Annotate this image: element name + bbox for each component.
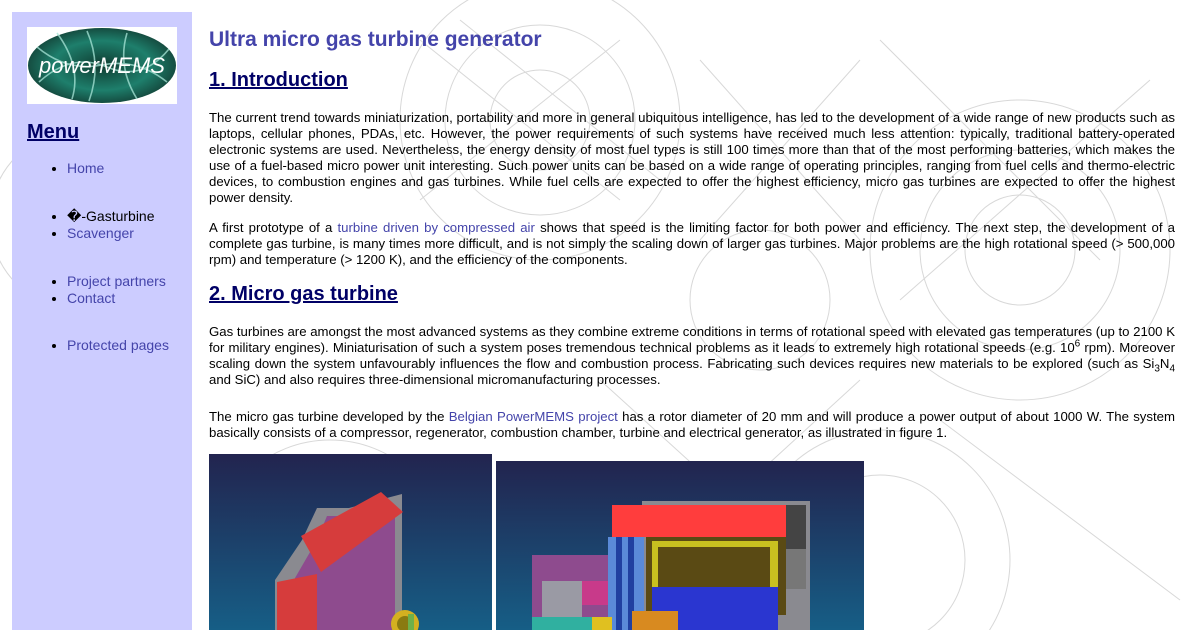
section-heading-introduction: 1. Introduction [209,69,348,91]
page-title: Ultra micro gas turbine generator [209,28,542,51]
menu-item-scavenger [67,225,155,242]
menu-link-home[interactable]: Home [67,160,105,176]
menu-item-gasturbine [67,208,155,225]
micro-gas-turbine-paragraph-2: The micro gas turbine developed by the Belgian PowerMEMS project has a rotor diameter of 20 mm and will produce a power output of about 1000 W. The system basically consists of a compressor, regenerator, combustion chamber, turbine and electrical generator, as illustrated in figure 1. [209,409,1175,440]
micro-gas-turbine-paragraph-1: Gas turbines are amongst the most advanced systems as they combine extreme conditions in terms of rotational speed with elevated gas temperatures (up to 2100 K for military engines). Miniaturisation of such a system poses tremendous technical problems as it leads to extremely high rotational speeds (e.g. $10^6$ rpm). Moreover scaling down the system unfavourably influences the flow and combustion process. Fabricating such devices requires new materials to be explored (such as $Si_3N_4$ and SiC) and also requires three-dimensional micromanufacturing processes. [209,324,1176,387]
intro-paragraph-2: A first prototype of a turbine driven by compressed air shows that speed is the limiting factor for both power and efficiency. The next step, the development of a complete gas turbine, is many times more difficult, and is not simply the scaling down of larger gas turbines. Major problems are the high rotational speed (> 500,000 rpm) and temperature (> 1200 K), and the efficiency of the components. [209,220,1176,267]
menu-group-3 [27,273,166,307]
menu-item-home [67,160,104,177]
menu-group-1 [27,160,104,177]
menu-item-project-partners [67,273,166,290]
powermems-logo[interactable] [27,27,177,104]
menu-link-protected-pages[interactable]: Protected pages [67,337,169,353]
menu-group-4 [27,337,169,354]
menu-current-gasturbine: �-Gasturbine [67,208,155,224]
menu-link-project-partners[interactable]: Project partners [67,273,166,289]
menu-group-2 [27,208,155,242]
figure-turbine-cross-section [496,461,864,630]
menu-item-contact [67,290,166,307]
section-heading-micro-gas-turbine: 2. Micro gas turbine [209,283,398,305]
turbine-compressed-air-link[interactable]: turbine driven by compressed air [337,220,535,235]
svg-text:powerMEMS: powerMEMS [39,53,165,78]
intro-paragraph-1: The current trend towards miniaturization, portability and more in general ubiquitous intelligence, has led to the development of a wide range of new products such as laptops, cellular phones, PDAs, etc. However, the power requirements of such systems have received much less attention: typically, traditional battery-operated electronic systems are used. Nevertheless, the energy density of most fuel types is still 100 times more than that of the most performing batteries, which makes the use of a fuel-based micro power unit interesting. Such power units can be based on a wide range of operating principles, ranging from fuel cells and thermo-electric devices, to combustion engines and gas turbines. While fuel cells are expected to offer the highest efficiency, micro gas turbines are expected to offer the highest power density. [209,110,1175,205]
menu-link-contact[interactable]: Contact [67,290,116,306]
figure-turbine-3d-model [209,454,492,630]
menu-link-scavenger[interactable]: Scavenger [67,225,134,241]
menu-item-protected-pages [67,337,169,354]
menu-title: Menu [27,121,80,143]
belgian-powermems-link[interactable]: Belgian PowerMEMS project [448,409,618,424]
sidebar [12,12,192,630]
